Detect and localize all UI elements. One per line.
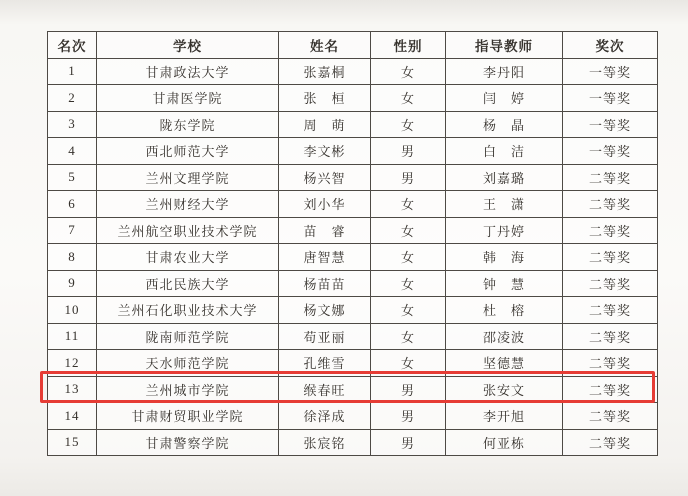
- table-row: [48, 191, 658, 218]
- table-row: [48, 244, 658, 271]
- cell-rank: 15: [48, 429, 97, 456]
- cell-rank: 10: [48, 297, 97, 324]
- cell-award: 一等奖: [563, 58, 658, 85]
- cell-advisor: 李开旭: [446, 403, 563, 430]
- cell-school: 兰州石化职业技术大学: [97, 297, 279, 324]
- cell-rank: 5: [48, 164, 97, 191]
- cell-rank: 11: [48, 323, 97, 350]
- column-header-name: 姓名: [279, 32, 371, 59]
- cell-rank: 12: [48, 350, 97, 377]
- cell-rank: 6: [48, 191, 97, 218]
- table-row: [48, 164, 658, 191]
- cell-award: 二等奖: [563, 323, 658, 350]
- cell-school: 兰州文理学院: [97, 164, 279, 191]
- cell-award: 二等奖: [563, 244, 658, 271]
- table-row: [48, 350, 658, 377]
- table-row: [48, 217, 658, 244]
- cell-gender: 男: [371, 138, 446, 165]
- cell-school: 西北民族大学: [97, 270, 279, 297]
- table-row: [48, 429, 658, 456]
- cell-award: 二等奖: [563, 191, 658, 218]
- cell-advisor: 杨 晶: [446, 111, 563, 138]
- table-row: [48, 323, 658, 350]
- cell-gender: 女: [371, 323, 446, 350]
- cell-gender: 男: [371, 403, 446, 430]
- cell-gender: 男: [371, 429, 446, 456]
- cell-advisor: 何亚栋: [446, 429, 563, 456]
- column-header-gender: 性别: [371, 32, 446, 59]
- cell-school: 兰州财经大学: [97, 191, 279, 218]
- cell-rank: 7: [48, 217, 97, 244]
- table-row: [48, 58, 658, 85]
- cell-name: 苟亚丽: [279, 323, 371, 350]
- column-header-award: 奖次: [563, 32, 658, 59]
- cell-name: 张嘉桐: [279, 58, 371, 85]
- cell-award: 二等奖: [563, 164, 658, 191]
- column-header-rank: 名次: [48, 32, 97, 59]
- cell-name: 刘小华: [279, 191, 371, 218]
- header-row: [48, 32, 658, 59]
- cell-name: 杨苗苗: [279, 270, 371, 297]
- cell-gender: 女: [371, 191, 446, 218]
- award-table: [47, 31, 658, 456]
- cell-gender: 女: [371, 350, 446, 377]
- cell-rank: 1: [48, 58, 97, 85]
- cell-name: 张宸铭: [279, 429, 371, 456]
- table-row: [48, 85, 658, 112]
- cell-school: 西北师范大学: [97, 138, 279, 165]
- cell-gender: 女: [371, 111, 446, 138]
- table-row: [48, 111, 658, 138]
- cell-advisor: 坚德慧: [446, 350, 563, 377]
- cell-rank: 13: [48, 376, 97, 403]
- cell-name: 李文彬: [279, 138, 371, 165]
- cell-advisor: 李丹阳: [446, 58, 563, 85]
- cell-rank: 4: [48, 138, 97, 165]
- cell-school: 甘肃警察学院: [97, 429, 279, 456]
- cell-rank: 8: [48, 244, 97, 271]
- cell-award: 二等奖: [563, 403, 658, 430]
- cell-name: 徐泽成: [279, 403, 371, 430]
- cell-name: 杨兴智: [279, 164, 371, 191]
- cell-gender: 女: [371, 270, 446, 297]
- cell-advisor: 钟 慧: [446, 270, 563, 297]
- cell-rank: 2: [48, 85, 97, 112]
- cell-rank: 3: [48, 111, 97, 138]
- cell-gender: 女: [371, 297, 446, 324]
- cell-advisor: 白 洁: [446, 138, 563, 165]
- cell-award: 二等奖: [563, 270, 658, 297]
- cell-award: 二等奖: [563, 297, 658, 324]
- cell-gender: 男: [371, 376, 446, 403]
- cell-school: 陇南师范学院: [97, 323, 279, 350]
- cell-school: 甘肃农业大学: [97, 244, 279, 271]
- cell-gender: 女: [371, 85, 446, 112]
- table-row: [48, 138, 658, 165]
- cell-school: 兰州城市学院: [97, 376, 279, 403]
- cell-advisor: 邵凌波: [446, 323, 563, 350]
- cell-name: 孔维雪: [279, 350, 371, 377]
- cell-award: 一等奖: [563, 85, 658, 112]
- cell-name: 张 桓: [279, 85, 371, 112]
- cell-rank: 9: [48, 270, 97, 297]
- cell-name: 杨文娜: [279, 297, 371, 324]
- table-row: [48, 376, 658, 403]
- cell-name: 周 萌: [279, 111, 371, 138]
- cell-advisor: 韩 海: [446, 244, 563, 271]
- cell-school: 天水师范学院: [97, 350, 279, 377]
- cell-name: 缑春旺: [279, 376, 371, 403]
- table-body: [48, 58, 658, 456]
- cell-gender: 女: [371, 244, 446, 271]
- column-header-school: 学校: [97, 32, 279, 59]
- column-header-advisor: 指导教师: [446, 32, 563, 59]
- cell-award: 二等奖: [563, 429, 658, 456]
- cell-advisor: 张安文: [446, 376, 563, 403]
- cell-advisor: 闫 婷: [446, 85, 563, 112]
- cell-advisor: 丁丹婷: [446, 217, 563, 244]
- table-row: [48, 297, 658, 324]
- cell-award: 二等奖: [563, 350, 658, 377]
- cell-school: 甘肃政法大学: [97, 58, 279, 85]
- cell-advisor: 刘嘉璐: [446, 164, 563, 191]
- cell-gender: 女: [371, 58, 446, 85]
- cell-advisor: 王 潇: [446, 191, 563, 218]
- cell-school: 兰州航空职业技术学院: [97, 217, 279, 244]
- cell-award: 一等奖: [563, 138, 658, 165]
- cell-rank: 14: [48, 403, 97, 430]
- cell-name: 唐智慧: [279, 244, 371, 271]
- table-row: [48, 270, 658, 297]
- cell-gender: 男: [371, 164, 446, 191]
- cell-award: 一等奖: [563, 111, 658, 138]
- cell-name: 苗 睿: [279, 217, 371, 244]
- cell-award: 二等奖: [563, 217, 658, 244]
- cell-gender: 女: [371, 217, 446, 244]
- cell-advisor: 杜 榕: [446, 297, 563, 324]
- cell-school: 甘肃医学院: [97, 85, 279, 112]
- cell-school: 陇东学院: [97, 111, 279, 138]
- cell-award: 二等奖: [563, 376, 658, 403]
- cell-school: 甘肃财贸职业学院: [97, 403, 279, 430]
- table-row: [48, 403, 658, 430]
